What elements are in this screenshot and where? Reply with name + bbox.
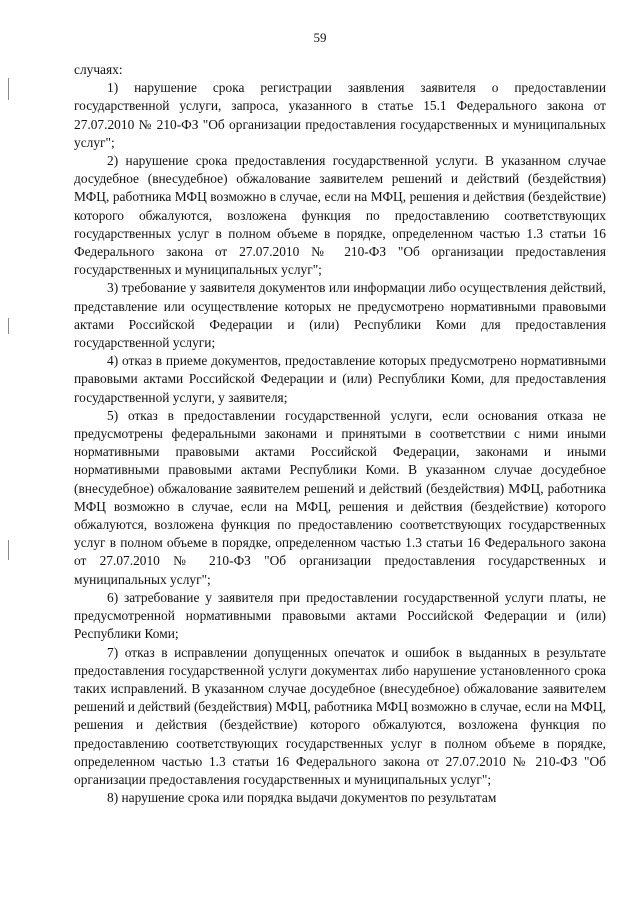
list-item-5: 5) отказ в предоставлении государственной услуги, если основания отказа не предусмотрены федеральными законами и принятыми в соответствии с ними иными нормативными правовыми актами Российской Федерации, законами и иными нормативными правовыми актами Республики Коми. В указанном случае досудебное (внесудебное) обжалование заявителем решений и действий (бездействия) МФЦ, работника МФЦ возможно в случае, если на МФЦ, решения и действия (бездействие) которого обжалуются, возложена функция по предоставлению соответствующих государственных услуг в полном объеме в порядке, определенном частью 1.3 статьи 16 Федерального закона от 27.07.2010 № 210-ФЗ "Об организации предоставления государственных и муниципальных услуг"; <box>74 407 606 587</box>
list-item-8: 8) нарушение срока или порядка выдачи документов по результатам <box>107 790 497 806</box>
document-body <box>74 61 606 807</box>
list-item-2: 2) нарушение срока предоставления государственной услуги. В указанном случае досудебное (внесудебное) обжалование заявителем решений и действий (бездействия) МФЦ, работника МФЦ возможно в случае, если на МФЦ, решения и действия (бездействие) которого обжалуются, возложена функция по предоставлению соответствующих государственных услуг в полном объеме в порядке, определенном частью 1.3 статьи 16 Федерального закона от 27.07.2010 № 210-ФЗ "Об организации предоставления государственных и муниципальных услуг"; <box>74 153 606 278</box>
page-number: 59 <box>313 30 327 45</box>
margin-scan-mark <box>8 318 9 334</box>
list-item-3: 3) требование у заявителя документов или информации либо осуществления действий, представление или осуществление которых не предусмотрено нормативными правовыми актами Российской Федерации и (или) Республики Коми для предоставления государственной услуги; <box>74 280 606 351</box>
list-item-1: 1) нарушение срока регистрации заявления заявителя о предоставлении государственной услуги, запроса, указанного в статье 15.1 Федерального закона от 27.07.2010 № 210-ФЗ "Об организации предоставления государственных и муниципальных услуг"; <box>74 80 606 150</box>
margin-scan-mark <box>8 78 9 100</box>
margin-scan-mark <box>8 540 9 560</box>
list-item-4: 4) отказ в приеме документов, предоставление которых предусмотрено нормативными правовыми актами Российской Федерации и (или) Республики Коми, для предоставления государственной услуги, у заявителя; <box>74 353 606 405</box>
list-item-7: 7) отказ в исправлении допущенных опечаток и ошибок в выданных в результате предоставления государственной услуги документах либо нарушение установленного срока таких исправлений. В указанном случае досудебное (внесудебное) обжалование заявителем решений и действий (бездействия) МФЦ, работника МФЦ возможно в случае, если на МФЦ, решения и действия (бездействие) которого обжалуются, возложена функция по предоставлению соответствующих государственных услуг в полном объеме в порядке, определенном частью 1.3 статьи 16 Федерального закона от 27.07.2010 № 210-ФЗ "Об организации предоставления государственных и муниципальных услуг"; <box>74 644 606 787</box>
list-item-6: 6) затребование у заявителя при предоставлении государственной услуги платы, не предусмотренной нормативными правовыми актами Российской Федерации и (или) Республики Коми; <box>74 589 606 642</box>
lead-text: случаях: <box>74 62 123 77</box>
